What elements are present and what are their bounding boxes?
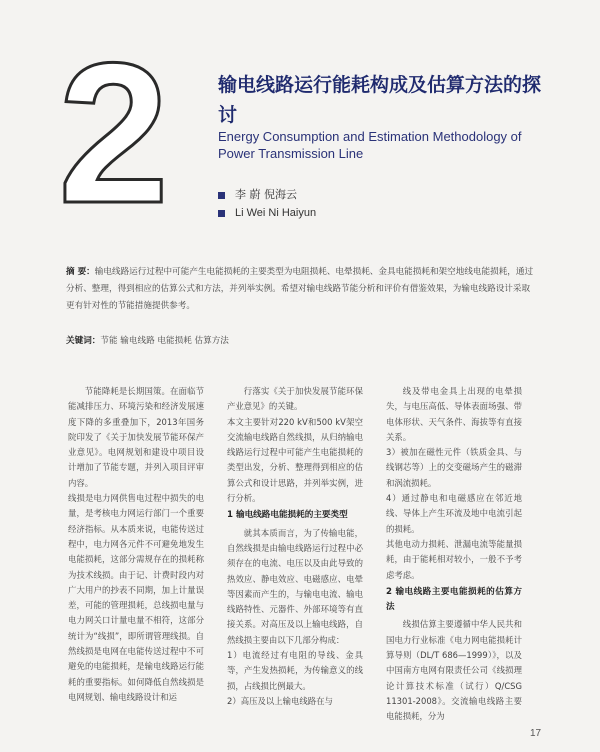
bullet-square-icon: [218, 192, 225, 199]
paragraph: 线及带电金具上出现的电晕损失，与电压高低、导体表面场强、带电体形状、天气条件、海拔等有直接关系。 3）被加在磁性元件（铁质金具、与线钢芯等）上的交变磁场产生的磁滞和涡流损耗。 4）通过静电和电磁感应在邻近地线、导体上产生环流及地中电流引起的损耗。 其他电动力损耗、泄漏电流等能量损耗，由于能耗相对较小，一般不予考虑考虑。: [386, 386, 522, 580]
bullet-square-icon: [218, 210, 225, 217]
authors-en: Li Wei Ni Haiyun: [235, 207, 317, 219]
abstract: [66, 264, 534, 315]
chapter-number: 2: [58, 22, 170, 245]
paragraph: 线损估算主要遵循中华人民共和国电力行业标准《电力网电能损耗计算导则（DL/T 686—1999）》，以及中国南方电网有限责任公司《线损理论计算技术标准（试行）Q/CSG 11301-2008》。交流输电线路主要电能损耗，分为: [386, 619, 522, 722]
body-column-1: [68, 384, 204, 705]
body-column-3: [386, 384, 522, 725]
keywords-text: 节能 输电线路 电能损耗 估算方法: [100, 336, 229, 346]
abstract-text: 输电线路运行过程中可能产生电能损耗的主要类型为电阻损耗、电晕损耗、金具电能损耗和架空地线电能损耗，通过分析、整理，得到相应的估算公式和方法，并列举实例。希望对输电线路节能分析和评价有借鉴效果，为输电线路设计采取更有针对性的节能措施提供参考。: [66, 267, 534, 311]
paragraph: 节能降耗是长期国策。在面临节能减排压力、环境污染和经济发展速度下降的多重叠加下，2013年国务院印发了《关于加快发展节能环保产业意见》。电网规划和建设中项目设计增加了节能专题，并列入项目评审内容。 线损是电力网供售电过程中损失的电量，是考核电力网运行部门一个重要经济指标。从本质来说，电能传送过程中，电力网各元件不可避免地发生电能损耗，这部分需规存在的损耗称为技术线损。由于记、计费时段内对广大用户的抄表不同期，加上计量误差，可能的管理损耗，总线损电量与电力网关口计量电量不相符，这部分统计为“线损”，即所谓管理线损。自然线损是电网在电能传送过程中不可避免的电能损耗，是输电线路运行能耗的重要指标。如何降低自然线损是电网规划、输电线路设计和运: [68, 386, 204, 702]
paragraph: 行落实《关于加快发展节能环保产业意见》的关键。 本文主要针对220 kV和500 kV架空交流输电线路自然线损，从归纳输电线路运行过程中可能产生电能损耗的类型出发，分析、整理得到相应的估算公式和设计思路，并列举实例，进行分析。: [227, 386, 363, 504]
author-block: [218, 186, 316, 222]
body-column-2: [227, 384, 363, 709]
authors-cn: 李 蔚 倪海云: [235, 188, 297, 201]
paragraph: 就其本质而言，为了传输电能，自然线损是由输电线路运行过程中必须存在的电流、电压以及由此导致的热效应、静电效应、电磁感应、电晕等因素而产生的，与输电电流、输电线路特性、元器件、外部环境等有直接关系。对高压及以上输电线路，自然线损主要由以下几部分构成： 1）电流经过有电阻的导线、金具等，产生发热损耗，为传输意义的线损，占线损比例最大。 2）高压及以上输电线路在与: [227, 527, 363, 706]
article-title-en: Energy Consumption and Estimation Methodology of Power Transmission Line: [218, 129, 522, 161]
keywords: [66, 334, 534, 348]
section-heading: 1 输电线路电能损耗的主要类型: [227, 510, 348, 521]
abstract-label: 摘 要：: [66, 267, 95, 277]
keywords-label: 关键词：: [66, 336, 101, 346]
section-heading: 2 输电线路主要电能损耗的估算方法: [386, 586, 522, 613]
page-number: 17: [530, 728, 542, 739]
article-title-cn: 输电线路运行能耗构成及估算方法的探讨: [218, 74, 542, 126]
